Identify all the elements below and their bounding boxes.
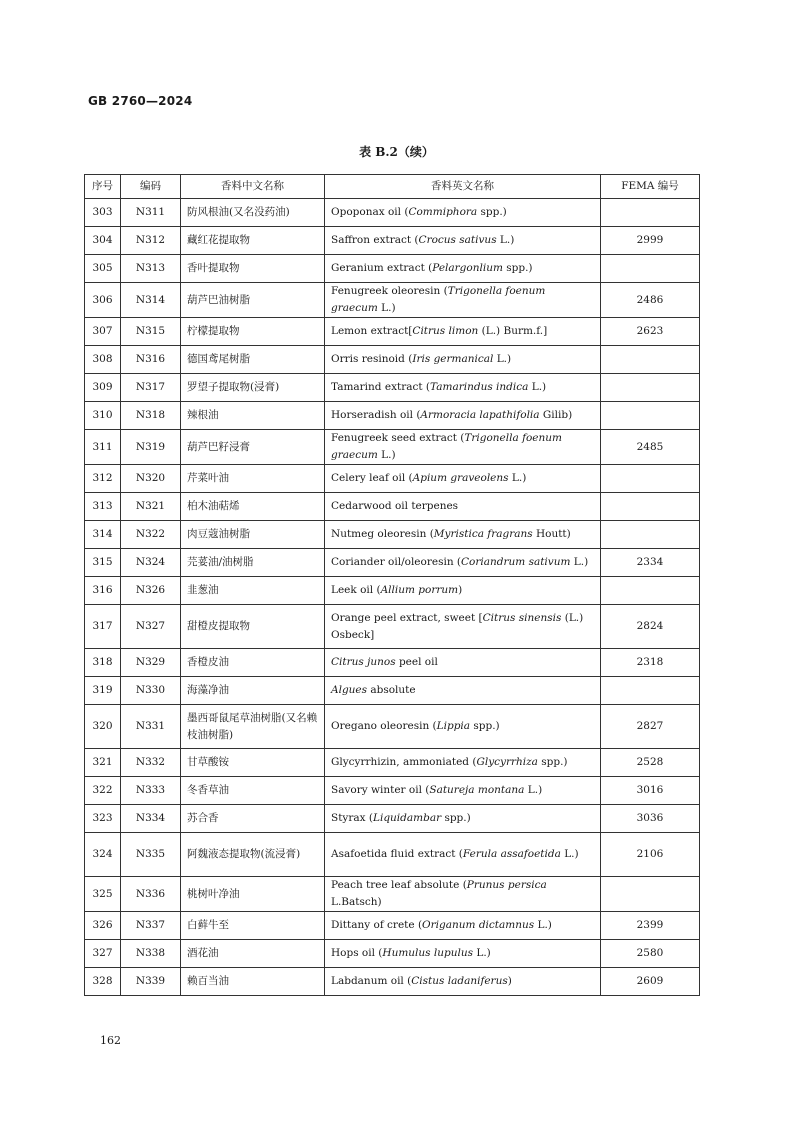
- code-cell: N317: [121, 374, 181, 402]
- latin-name: Commiphora: [408, 206, 478, 218]
- fema-number-cell: [601, 877, 700, 912]
- table-row: [85, 577, 700, 605]
- table-body: [85, 199, 700, 996]
- english-name-part: Leek oil (: [331, 584, 381, 596]
- column-header-serial: 序号: [85, 175, 121, 199]
- serial-cell: 304: [85, 227, 121, 255]
- latin-name: Humulus lupulus: [382, 947, 474, 959]
- english-name-cell: [325, 833, 601, 877]
- table-row: [85, 833, 700, 877]
- english-name-cell: [325, 255, 601, 283]
- table-row: [85, 705, 700, 749]
- latin-name: Trigonella foenum graecum: [331, 432, 562, 461]
- code-cell: N334: [121, 805, 181, 833]
- english-name-part: L.): [473, 947, 491, 959]
- english-name-part: Glycyrrhizin, ammoniated (: [331, 756, 477, 768]
- table-row: [85, 521, 700, 549]
- code-cell: N335: [121, 833, 181, 877]
- code-cell: N318: [121, 402, 181, 430]
- code-cell: N324: [121, 549, 181, 577]
- english-name-cell: [325, 940, 601, 968]
- code-cell: N338: [121, 940, 181, 968]
- serial-cell: 311: [85, 430, 121, 465]
- table-row: [85, 493, 700, 521]
- latin-name: Armoracia lapathifolia: [420, 409, 540, 421]
- table-row: [85, 877, 700, 912]
- column-header-code: 编码: [121, 175, 181, 199]
- table-row: [85, 374, 700, 402]
- chinese-name-cell: 海藻净油: [181, 677, 325, 705]
- english-name-cell: [325, 968, 601, 996]
- english-name-part: Hops oil (: [331, 947, 383, 959]
- code-cell: N316: [121, 346, 181, 374]
- code-cell: N321: [121, 493, 181, 521]
- serial-cell: 324: [85, 833, 121, 877]
- fema-number-cell: 2999: [601, 227, 700, 255]
- code-cell: N332: [121, 749, 181, 777]
- fema-number-cell: 2318: [601, 649, 700, 677]
- english-name-cell: [325, 318, 601, 346]
- chinese-name-cell: 韭葱油: [181, 577, 325, 605]
- english-name-part: Opoponax oil (: [331, 206, 409, 218]
- english-name-part: Celery leaf oil (: [331, 472, 413, 484]
- chinese-name-cell: 冬香草油: [181, 777, 325, 805]
- english-name-cell: [325, 705, 601, 749]
- english-name-part: Fenugreek oleoresin (: [331, 285, 448, 297]
- fema-number-cell: [601, 199, 700, 227]
- english-name-cell: [325, 283, 601, 318]
- fema-number-cell: 2334: [601, 549, 700, 577]
- serial-cell: 315: [85, 549, 121, 577]
- chinese-name-cell: 柠檬提取物: [181, 318, 325, 346]
- latin-name: Tamarindus indica: [430, 381, 529, 393]
- table-row: [85, 346, 700, 374]
- serial-cell: 325: [85, 877, 121, 912]
- chinese-name-cell: 辣根油: [181, 402, 325, 430]
- english-name-part: Gilib): [539, 409, 573, 421]
- table-row: [85, 968, 700, 996]
- serial-cell: 306: [85, 283, 121, 318]
- serial-cell: 316: [85, 577, 121, 605]
- chinese-name-cell: 罗望子提取物(浸膏): [181, 374, 325, 402]
- chinese-name-cell: 防风根油(又名没药油): [181, 199, 325, 227]
- serial-cell: 314: [85, 521, 121, 549]
- serial-cell: 326: [85, 912, 121, 940]
- code-cell: N329: [121, 649, 181, 677]
- fema-number-cell: 2623: [601, 318, 700, 346]
- english-name-cell: [325, 521, 601, 549]
- latin-name: Algues: [331, 684, 368, 696]
- table-row: [85, 255, 700, 283]
- english-name-part: Geranium extract (: [331, 262, 433, 274]
- fema-number-cell: 3036: [601, 805, 700, 833]
- chinese-name-cell: 芫荽油/油树脂: [181, 549, 325, 577]
- fema-number-cell: [601, 521, 700, 549]
- english-name-part: L.): [534, 919, 552, 931]
- english-name-cell: [325, 199, 601, 227]
- latin-name: Citrus junos: [331, 656, 396, 668]
- table-row: [85, 805, 700, 833]
- chinese-name-cell: 甜橙皮提取物: [181, 605, 325, 649]
- english-name-cell: [325, 677, 601, 705]
- standard-header: GB 2760—2024: [88, 94, 193, 108]
- english-name-cell: [325, 877, 601, 912]
- chinese-name-cell: 酒花油: [181, 940, 325, 968]
- english-name-part: L.): [377, 302, 396, 314]
- latin-name: Allium porrum: [380, 584, 459, 596]
- english-name-part: (L.) Burm.f.]: [478, 325, 548, 337]
- chinese-name-cell: 柏木油萜烯: [181, 493, 325, 521]
- latin-name: Coriandrum sativum: [461, 556, 571, 568]
- chinese-name-cell: 葫芦巴籽浸膏: [181, 430, 325, 465]
- chinese-name-cell: 白藓牛至: [181, 912, 325, 940]
- english-name-cell: [325, 777, 601, 805]
- code-cell: N327: [121, 605, 181, 649]
- chinese-name-cell: 桃树叶净油: [181, 877, 325, 912]
- english-name-part: L.): [496, 234, 515, 246]
- fema-number-cell: 2486: [601, 283, 700, 318]
- english-name-cell: [325, 577, 601, 605]
- column-header-fema-number: FEMA 编号: [601, 175, 700, 199]
- code-cell: N337: [121, 912, 181, 940]
- english-name-part: Nutmeg oleoresin (: [331, 528, 434, 540]
- latin-name: Citrus limon: [412, 325, 479, 337]
- serial-cell: 322: [85, 777, 121, 805]
- english-name-part: peel oil: [395, 656, 438, 668]
- spice-table: [84, 174, 700, 996]
- serial-cell: 317: [85, 605, 121, 649]
- table-row: [85, 430, 700, 465]
- fema-number-cell: [601, 577, 700, 605]
- english-name-part: spp.): [441, 812, 471, 824]
- english-name-part: Orris resinoid (: [331, 353, 413, 365]
- code-cell: N320: [121, 465, 181, 493]
- code-cell: N333: [121, 777, 181, 805]
- serial-cell: 321: [85, 749, 121, 777]
- english-name-cell: [325, 493, 601, 521]
- english-name-cell: [325, 227, 601, 255]
- english-name-part: ): [458, 584, 463, 596]
- english-name-cell: [325, 402, 601, 430]
- serial-cell: 328: [85, 968, 121, 996]
- latin-name: Satureja montana: [429, 784, 525, 796]
- code-cell: N330: [121, 677, 181, 705]
- serial-cell: 308: [85, 346, 121, 374]
- latin-name: Glycyrrhiza: [476, 756, 538, 768]
- english-name-part: L.): [560, 848, 579, 860]
- table-row: [85, 199, 700, 227]
- english-name-part: Asafoetida fluid extract (: [331, 848, 463, 860]
- latin-name: Trigonella foenum graecum: [331, 285, 546, 314]
- english-name-part: Fenugreek seed extract (: [331, 432, 465, 444]
- table-row: [85, 649, 700, 677]
- serial-cell: 319: [85, 677, 121, 705]
- serial-cell: 313: [85, 493, 121, 521]
- english-name-cell: [325, 465, 601, 493]
- latin-name: Cistus ladaniferus: [411, 975, 508, 987]
- table-row: [85, 940, 700, 968]
- table-row: [85, 677, 700, 705]
- english-name-part: spp.): [470, 720, 500, 732]
- english-name-part: L.): [570, 556, 589, 568]
- latin-name: Prunus persica: [466, 879, 547, 891]
- fema-number-cell: [601, 493, 700, 521]
- fema-number-cell: 2528: [601, 749, 700, 777]
- english-name-cell: [325, 749, 601, 777]
- chinese-name-cell: 藏红花提取物: [181, 227, 325, 255]
- fema-number-cell: 2485: [601, 430, 700, 465]
- table-header-row: [85, 175, 700, 199]
- serial-cell: 309: [85, 374, 121, 402]
- latin-name: Crocus sativus: [418, 234, 497, 246]
- english-name-part: L.): [528, 381, 547, 393]
- table-caption: 表 B.2（续）: [359, 145, 434, 159]
- english-name-cell: [325, 649, 601, 677]
- fema-number-cell: [601, 374, 700, 402]
- english-name-part: L.Batsch): [331, 896, 382, 908]
- chinese-name-cell: 阿魏液态提取物(流浸膏): [181, 833, 325, 877]
- english-name-part: Labdanum oil (: [331, 975, 412, 987]
- english-name-part: Horseradish oil (: [331, 409, 421, 421]
- latin-name: Citrus sinensis: [482, 611, 562, 624]
- english-name-part: Peach tree leaf absolute (: [331, 879, 467, 891]
- code-cell: N314: [121, 283, 181, 318]
- serial-cell: 320: [85, 705, 121, 749]
- english-name-part: spp.): [477, 206, 507, 218]
- english-name-part: spp.): [502, 262, 533, 274]
- chinese-name-cell: 德国鸢尾树脂: [181, 346, 325, 374]
- latin-name: Liquidambar: [372, 812, 442, 824]
- column-header-chinese-name: 香料中文名称: [181, 175, 325, 199]
- english-name-cell: [325, 605, 601, 649]
- code-cell: N313: [121, 255, 181, 283]
- english-name-part: L.): [524, 784, 543, 796]
- latin-name: Myristica fragrans: [433, 528, 533, 540]
- english-name-cell: [325, 430, 601, 465]
- code-cell: N331: [121, 705, 181, 749]
- fema-number-cell: [601, 402, 700, 430]
- english-name-cell: [325, 346, 601, 374]
- english-name-part: ): [507, 975, 512, 987]
- code-cell: N339: [121, 968, 181, 996]
- fema-number-cell: 2824: [601, 605, 700, 649]
- serial-cell: 310: [85, 402, 121, 430]
- chinese-name-cell: 赖百当油: [181, 968, 325, 996]
- latin-name: Apium graveolens: [412, 472, 509, 484]
- english-name-cell: [325, 912, 601, 940]
- fema-number-cell: 3016: [601, 777, 700, 805]
- table-row: [85, 318, 700, 346]
- english-name-part: L.): [508, 472, 527, 484]
- english-name-part: spp.): [537, 756, 568, 768]
- table-row: [85, 777, 700, 805]
- code-cell: N326: [121, 577, 181, 605]
- table-row: [85, 549, 700, 577]
- english-name-part: absolute: [367, 684, 416, 696]
- latin-name: Pelargonlium: [432, 262, 503, 274]
- chinese-name-cell: 肉豆蔻油树脂: [181, 521, 325, 549]
- fema-number-cell: [601, 677, 700, 705]
- chinese-name-cell: 葫芦巴油树脂: [181, 283, 325, 318]
- english-name-cell: [325, 549, 601, 577]
- serial-cell: 303: [85, 199, 121, 227]
- table-row: [85, 402, 700, 430]
- english-name-cell: [325, 374, 601, 402]
- code-cell: N315: [121, 318, 181, 346]
- column-header-english-name: 香料英文名称: [325, 175, 601, 199]
- english-name-part: Savory winter oil (: [331, 784, 430, 796]
- english-name-cell: [325, 805, 601, 833]
- english-name-part: Houtt): [532, 528, 571, 540]
- english-name-part: Orange peel extract, sweet [: [331, 611, 483, 624]
- code-cell: N322: [121, 521, 181, 549]
- chinese-name-cell: 芹菜叶油: [181, 465, 325, 493]
- serial-cell: 323: [85, 805, 121, 833]
- code-cell: N336: [121, 877, 181, 912]
- fema-number-cell: 2580: [601, 940, 700, 968]
- code-cell: N312: [121, 227, 181, 255]
- code-cell: N311: [121, 199, 181, 227]
- chinese-name-cell: 香橙皮油: [181, 649, 325, 677]
- chinese-name-cell: 甘草酸铵: [181, 749, 325, 777]
- english-name-part: Tamarind extract (: [331, 381, 431, 393]
- table-row: [85, 912, 700, 940]
- latin-name: Ferula assafoetida: [462, 848, 561, 860]
- table-row: [85, 749, 700, 777]
- fema-number-cell: 2399: [601, 912, 700, 940]
- table-row: [85, 465, 700, 493]
- table-row: [85, 283, 700, 318]
- serial-cell: 318: [85, 649, 121, 677]
- english-name-part: (L.) Osbeck]: [331, 611, 584, 641]
- english-name-part: L.): [493, 353, 512, 365]
- english-name-part: L.): [377, 449, 396, 461]
- serial-cell: 305: [85, 255, 121, 283]
- fema-number-cell: 2106: [601, 833, 700, 877]
- fema-number-cell: 2609: [601, 968, 700, 996]
- fema-number-cell: [601, 346, 700, 374]
- latin-name: Origanum dictamnus: [422, 919, 535, 931]
- serial-cell: 307: [85, 318, 121, 346]
- chinese-name-cell: 苏合香: [181, 805, 325, 833]
- english-name-part: Styrax (: [331, 812, 373, 824]
- table-row: [85, 605, 700, 649]
- chinese-name-cell: 墨西哥鼠尾草油树脂(又名赖枝油树脂): [181, 705, 325, 749]
- english-name-part: Saffron extract (: [331, 234, 419, 246]
- latin-name: Iris germanical: [412, 353, 494, 365]
- english-name-part: Lemon extract[: [331, 325, 413, 337]
- latin-name: Lippia: [436, 720, 471, 732]
- serial-cell: 327: [85, 940, 121, 968]
- serial-cell: 312: [85, 465, 121, 493]
- page-number: 162: [100, 1034, 121, 1047]
- code-cell: N319: [121, 430, 181, 465]
- table-row: [85, 227, 700, 255]
- fema-number-cell: 2827: [601, 705, 700, 749]
- fema-number-cell: [601, 465, 700, 493]
- chinese-name-cell: 香叶提取物: [181, 255, 325, 283]
- english-name-part: Coriander oil/oleoresin (: [331, 556, 462, 568]
- english-name-part: Cedarwood oil terpenes: [331, 500, 459, 512]
- english-name-part: Oregano oleoresin (: [331, 720, 437, 732]
- fema-number-cell: [601, 255, 700, 283]
- english-name-part: Dittany of crete (: [331, 919, 423, 931]
